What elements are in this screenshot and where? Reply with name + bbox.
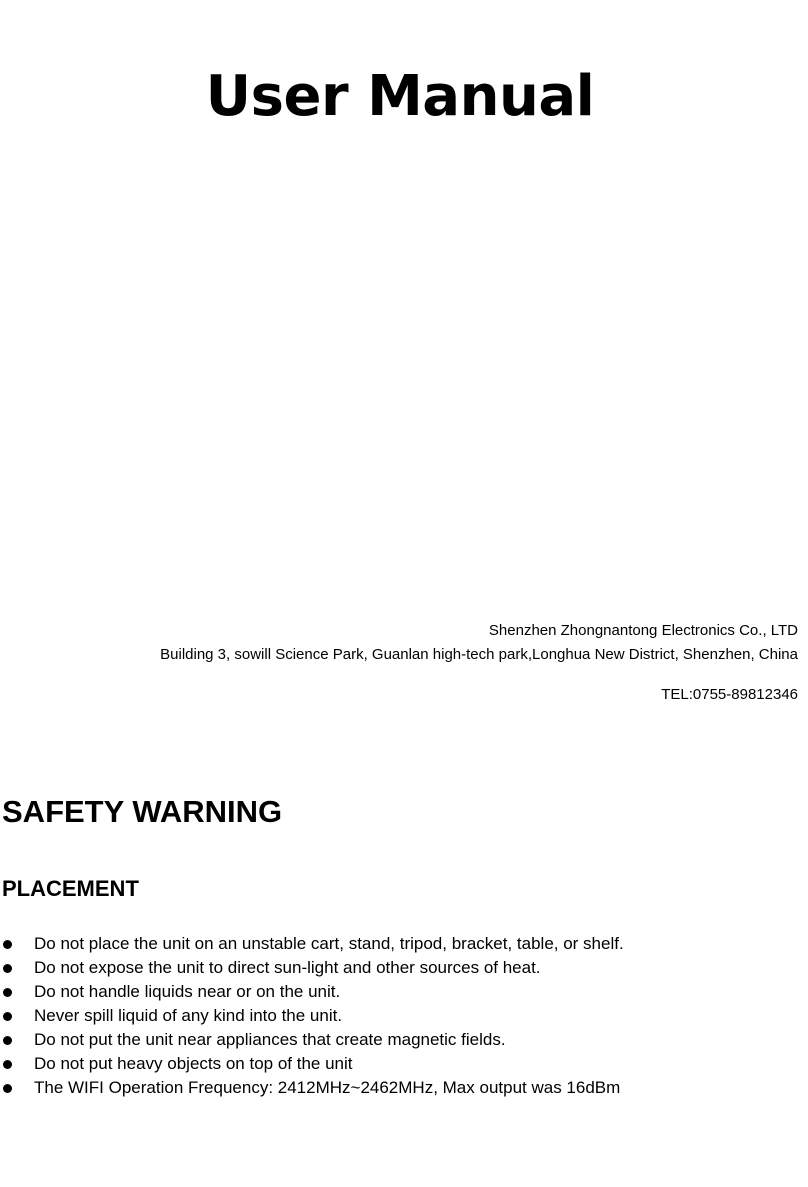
list-item-text: Do not handle liquids near or on the unit. <box>34 982 341 1001</box>
bullet-icon <box>3 1012 12 1021</box>
company-name: Shenzhen Zhongnantong Electronics Co., LTD <box>488 622 798 639</box>
company-phone: TEL:0755-89812346 <box>661 686 798 703</box>
placement-list <box>0 932 624 1100</box>
list-item-text: Do not expose the unit to direct sun-light and other sources of heat. <box>34 958 541 977</box>
list-item <box>0 1028 624 1052</box>
placement-heading: PLACEMENT <box>2 876 139 901</box>
safety-warning-heading: SAFETY WARNING <box>2 794 283 829</box>
list-item <box>0 1052 624 1076</box>
list-item <box>0 1004 624 1028</box>
bullet-icon <box>3 1084 12 1093</box>
list-item-text: Do not put the unit near appliances that create magnetic fields. <box>34 1030 506 1049</box>
list-item-text: The WIFI Operation Frequency: 2412MHz~2462MHz, Max output was 16dBm <box>34 1078 621 1097</box>
list-item <box>0 932 624 956</box>
bullet-icon <box>3 1060 12 1069</box>
bullet-icon <box>3 940 12 949</box>
list-item-text: Do not put heavy objects on top of the unit <box>34 1054 353 1073</box>
bullet-icon <box>3 1036 12 1045</box>
list-item-text: Never spill liquid of any kind into the unit. <box>34 1006 343 1025</box>
bullet-icon <box>3 988 12 997</box>
list-item <box>0 1076 624 1100</box>
company-info <box>160 619 798 707</box>
list-item <box>0 956 624 980</box>
document-title: User Manual <box>205 64 595 129</box>
bullet-icon <box>3 964 12 973</box>
list-item <box>0 980 624 1004</box>
company-address: Building 3, sowill Science Park, Guanlan high-tech park,Longhua New District, Shenzhen, China <box>160 646 798 663</box>
list-item-text: Do not place the unit on an unstable cart, stand, tripod, bracket, table, or shelf. <box>34 934 624 953</box>
